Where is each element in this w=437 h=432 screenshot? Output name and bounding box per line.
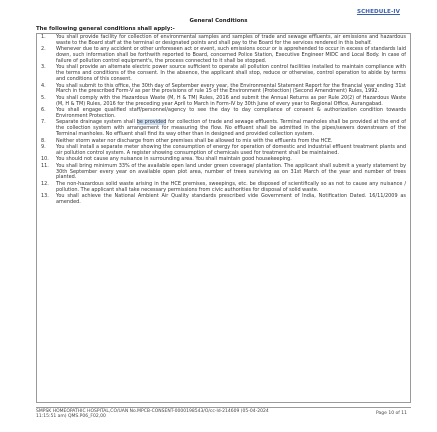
condition-number: 10. xyxy=(41,156,49,163)
condition-text: Neither storm water nor discharge from other premises shall be allowed to mix with the effluents from the HCE. xyxy=(56,137,333,144)
condition-item xyxy=(41,96,406,108)
condition-item xyxy=(41,164,406,182)
conditions-box xyxy=(36,33,411,403)
condition-text: Whenever due to any accident or other unforeseen act or event, such emissions occur or is apprehended to occur in excess of standards laid down, such information shall be forthwith reported to Board, concerned Police Station, Executive Engineer MIDC and Local Body. In case of failure of pollution control equipment's, the process connected to it shall be stopped. xyxy=(56,46,406,64)
condition-text: You shall provide an alternate electric power source sufficient to operate all pollution control facilities installed to maintain compliance with the terms and conditions of the consent. In the absence, the applicant shall stop, reduce or otherwise, control operation to abide by terms and conditions of this consent. xyxy=(56,64,406,83)
schedule-label: SCHEDULE-IV xyxy=(356,9,400,15)
condition-text: You shall install a separate meter showing the consumption of energy for operation of domestic and industrial effluent treatment plants and air pollution control system. A register showing consumption of chemicals used for treatment shall be maintained. xyxy=(56,143,406,156)
condition-item xyxy=(41,182,406,194)
condition-text: You should not cause any nuisance in surrounding area. You shall maintain good housekeeping. xyxy=(56,156,292,163)
condition-text: You shall provide facility for collection of environmental samples and samples of trade and sewage effluents, air emissions and hazardous waste to the Board staff at the terminal or designated points and shall pay to the Board for the services rendered in this behalf. xyxy=(56,34,406,46)
condition-number: 5. xyxy=(41,94,46,101)
condition-text: You shall engage qualified staff/personnel/agency to see the day to day compliance of consent & authorization condition towards Environment Protection. xyxy=(56,107,406,119)
condition-item xyxy=(41,47,406,65)
condition-item xyxy=(41,120,406,138)
condition-number: 13. xyxy=(41,193,49,200)
condition-text: You shall achieve the National Ambient Air Quality standards prescribed vide Government of India, Notification Dated. 16/11/2009 as amended. xyxy=(56,193,406,205)
condition-number: 2. xyxy=(41,46,46,53)
footer-divider xyxy=(36,407,411,408)
condition-text: You shall bring minimum 33% of the available open land under green coverage/ plantation. The applicant shall submit a yearly statement by 30th September every year on available open plot area, number of trees surviving as on 31st March of the year and number of trees planted. xyxy=(56,162,406,181)
condition-number: 3. xyxy=(41,64,46,71)
condition-item xyxy=(41,145,406,157)
footer-reference xyxy=(36,409,336,420)
footer-reference-line1: SMPSK HOMEOPATHIC HOSPITAL,CO/UAN No.MPCB-CONSENT-0000198543/O/cc-ld-214609 (05-04-2024 xyxy=(36,409,269,414)
condition-number: 8. xyxy=(41,137,46,144)
conditions-list xyxy=(41,35,406,206)
intro-text: The following general conditions shall apply:- xyxy=(36,26,175,32)
condition-item xyxy=(41,35,406,47)
page-title: General Conditions xyxy=(189,18,248,24)
footer-reference-line2: 11:15:51 am) QMS.P06_F02,00 xyxy=(36,414,106,420)
condition-text-end: for collection of trade and sewage effluents. Terminal manholes shall be provided at the end of the collection system with arrangement for measuring the flow. No effluent shall be admitted in the pipes/sewers downstream of the Terminal manholes. No effluent shall find its way other than in designed and provided collection system. xyxy=(56,119,406,138)
condition-item xyxy=(41,84,406,96)
condition-number: 12. xyxy=(41,180,49,187)
condition-item xyxy=(41,108,406,120)
condition-number: 7. xyxy=(41,119,46,126)
condition-number: 4. xyxy=(41,82,46,89)
condition-item xyxy=(41,65,406,83)
condition-text: You shall comply with the Hazardous Waste (M, H & TM) Rules, 2016 and submit the Annual Returns as per Rule 20(2) of Hazardous Waste (M, H & TM) Rules, 2016 for the preceding year April to March in Form-IV by 30th June of every year to Regional Office, Aurangabad. xyxy=(56,94,406,107)
condition-number: 6. xyxy=(41,107,46,114)
condition-text: You shall submit to this office, the 30th day of September every year, the Environmental Statement Report for the financial year ending 31st March in the prescribed Form-V as per the provisions of rule 15 of the Environment (Protection) (Second Amendment) Rules, 1992. xyxy=(56,82,406,95)
page-number: Page 10 of 11 xyxy=(376,411,407,416)
condition-number: 11. xyxy=(41,162,49,169)
highlighted-text: be provided xyxy=(136,119,167,126)
condition-text: The non-hazardous solid waste arising in the HCE premises, sweepings, etc. be disposed of scientifically so as not to cause any nuisance / pollution. The applicant shall take necessary permissions from civic authorities for disposal of solid waste. xyxy=(56,180,406,193)
condition-number: 1. xyxy=(41,34,46,40)
condition-text-start: Separate drainage system shall xyxy=(56,119,137,126)
condition-item xyxy=(41,194,406,206)
condition-number: 9. xyxy=(41,143,46,150)
